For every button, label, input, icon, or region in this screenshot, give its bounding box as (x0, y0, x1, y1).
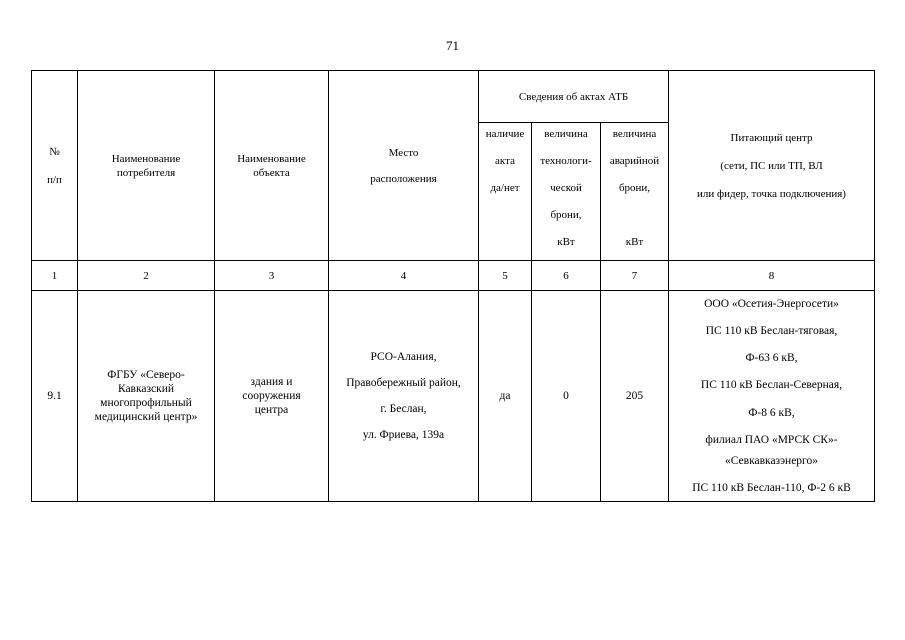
row-power-center: ООО «Осетия-Энергосети» ПС 110 кВ Беслан-тяговая, Ф-63 6 кВ, ПС 110 кВ Беслан-Северная, Ф-8 6 кВ, филиал ПАО «МРСК СК»- «Севкавказэнерго» ПС 110 кВ Беслан-110, Ф-2 6 кВ (669, 291, 875, 502)
page-number: 71 (446, 38, 459, 53)
header-object: Наименование объекта (215, 71, 329, 261)
header-num: № п/п (32, 71, 78, 261)
row-num: 9.1 (32, 291, 78, 502)
row-act: да (479, 291, 532, 502)
atb-table (31, 70, 875, 502)
column-number: 5 (479, 261, 532, 291)
header-atb-group: Сведения об актах АТБ (479, 71, 669, 123)
header-consumer: Наименование потребителя (78, 71, 215, 261)
header-act: наличие акта да/нет (479, 123, 532, 261)
header-tech: величина технологи- ческой брони, кВт (532, 123, 601, 261)
header-power-center: Питающий центр (сети, ПС или ТП, ВЛ или фидер, точка подключения) (669, 71, 875, 261)
row-object: здания и сооружения центра (215, 291, 329, 502)
column-number: 6 (532, 261, 601, 291)
column-number: 3 (215, 261, 329, 291)
header-emerg: величина аварийной брони, кВт (601, 123, 669, 261)
header-row-1 (32, 71, 875, 123)
column-number: 4 (329, 261, 479, 291)
column-number: 8 (669, 261, 875, 291)
row-consumer: ФГБУ «Северо- Кавказский многопрофильный медицинский центр» (78, 291, 215, 502)
row-location: РСО-Алания, Правобережный район, г. Беслан, ул. Фриева, 139а (329, 291, 479, 502)
header-location: Место расположения (329, 71, 479, 261)
row-emerg: 205 (601, 291, 669, 502)
row-tech: 0 (532, 291, 601, 502)
column-number: 2 (78, 261, 215, 291)
column-number: 7 (601, 261, 669, 291)
table-row (32, 291, 875, 502)
column-number: 1 (32, 261, 78, 291)
column-number-row (32, 261, 875, 291)
